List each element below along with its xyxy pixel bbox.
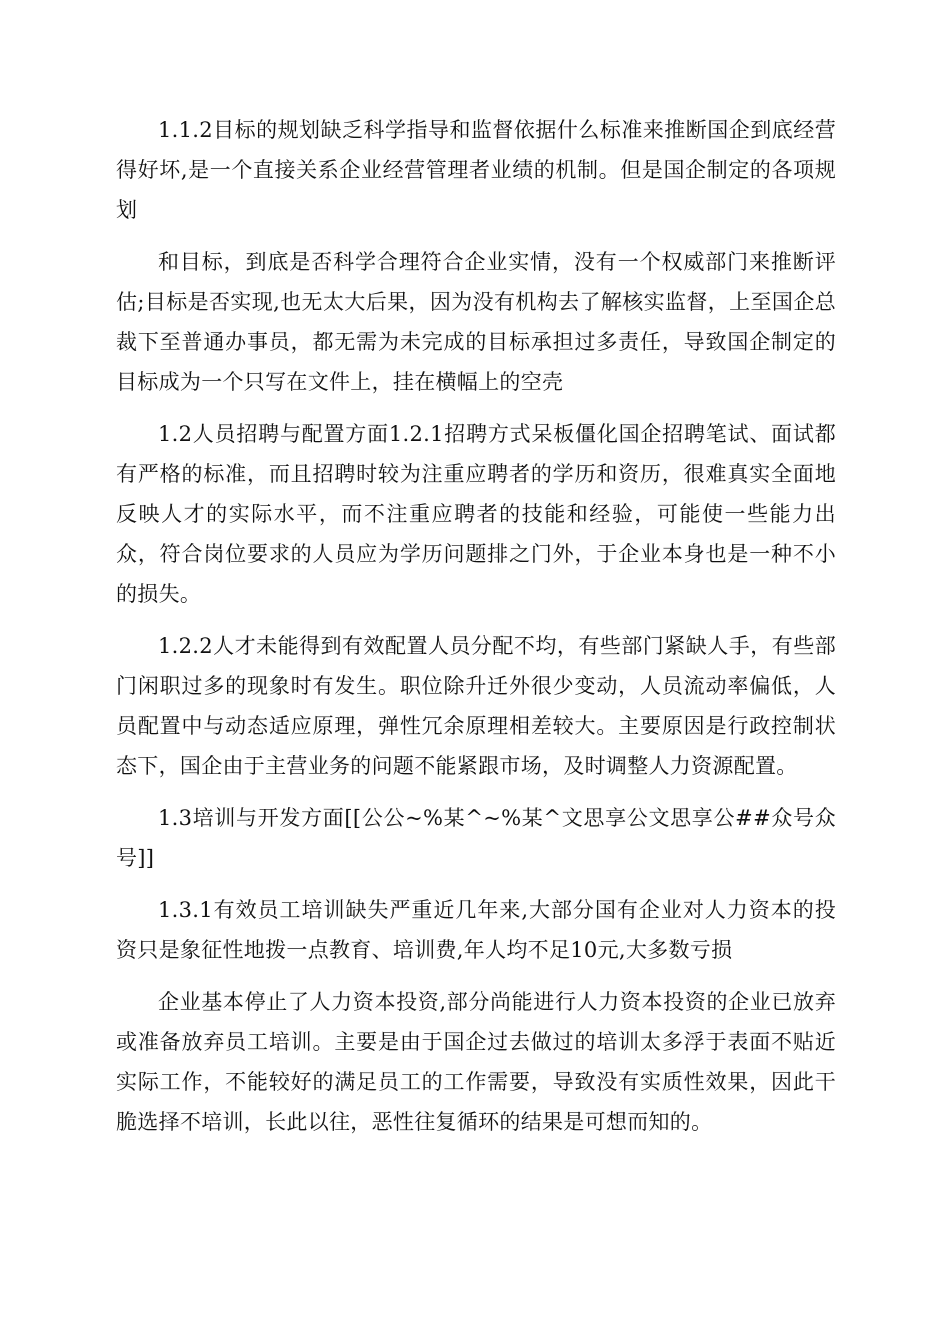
paragraph-1-3-1: 1.3.1有效员工培训缺失严重近几年来,大部分国有企业对人力资本的投资只是象征性地拨一点教育、培训费,年人均不足10元,大多数亏损 <box>116 898 836 962</box>
paragraph-1-2-2: 1.2.2人才未能得到有效配置人员分配不均，有些部门紧缺人手，有些部门闲职过多的现象时有发生。职位除升迁外很少变动，人员流动率偏低，人员配置中与动态适应原理，弹性冗余原理相差较大。主要原因是行政控制状态下，国企由于主营业务的问题不能紧跟市场，及时调整人力资源配置。 <box>116 634 836 778</box>
paragraph-1-3-1-continued: 企业基本停止了人力资本投资,部分尚能进行人力资本投资的企业已放弃或准备放弃员工培训。主要是由于国企过去做过的培训太多浮于表面不贴近实际工作，不能较好的满足员工的工作需要，导致没有实质性效果，因此干脆选择不培训，长此以往，恶性往复循环的结果是可想而知的。 <box>116 990 836 1134</box>
paragraph-1-1-2-continued: 和目标，到底是否科学合理符合企业实情，没有一个权威部门来推断评估;目标是否实现,也无太大后果，因为没有机构去了解核实监督，上至国企总裁下至普通办事员，都无需为未完成的目标承担过多责任，导致国企制定的目标成为一个只写在文件上，挂在横幅上的空壳 <box>116 250 836 394</box>
paragraph-1-3: 1.3培训与开发方面[[公公~%某^~%某^文思享公文思享公##众号众号]] <box>116 806 836 870</box>
paragraph-1-2: 1.2人员招聘与配置方面1.2.1招聘方式呆板僵化国企招聘笔试、面试都有严格的标准，而且招聘时较为注重应聘者的学历和资历，很难真实全面地反映人才的实际水平，而不注重应聘者的技能和经验，可能使一些能力出众，符合岗位要求的人员应为学历问题排之门外，于企业本身也是一种不小的损失。 <box>116 422 836 606</box>
document-page <box>116 110 836 1154</box>
paragraph-1-1-2: 1.1.2目标的规划缺乏科学指导和监督依据什么标准来推断国企到底经营得好坏,是一个直接关系企业经营管理者业绩的机制。但是国企制定的各项规划 <box>116 118 836 222</box>
